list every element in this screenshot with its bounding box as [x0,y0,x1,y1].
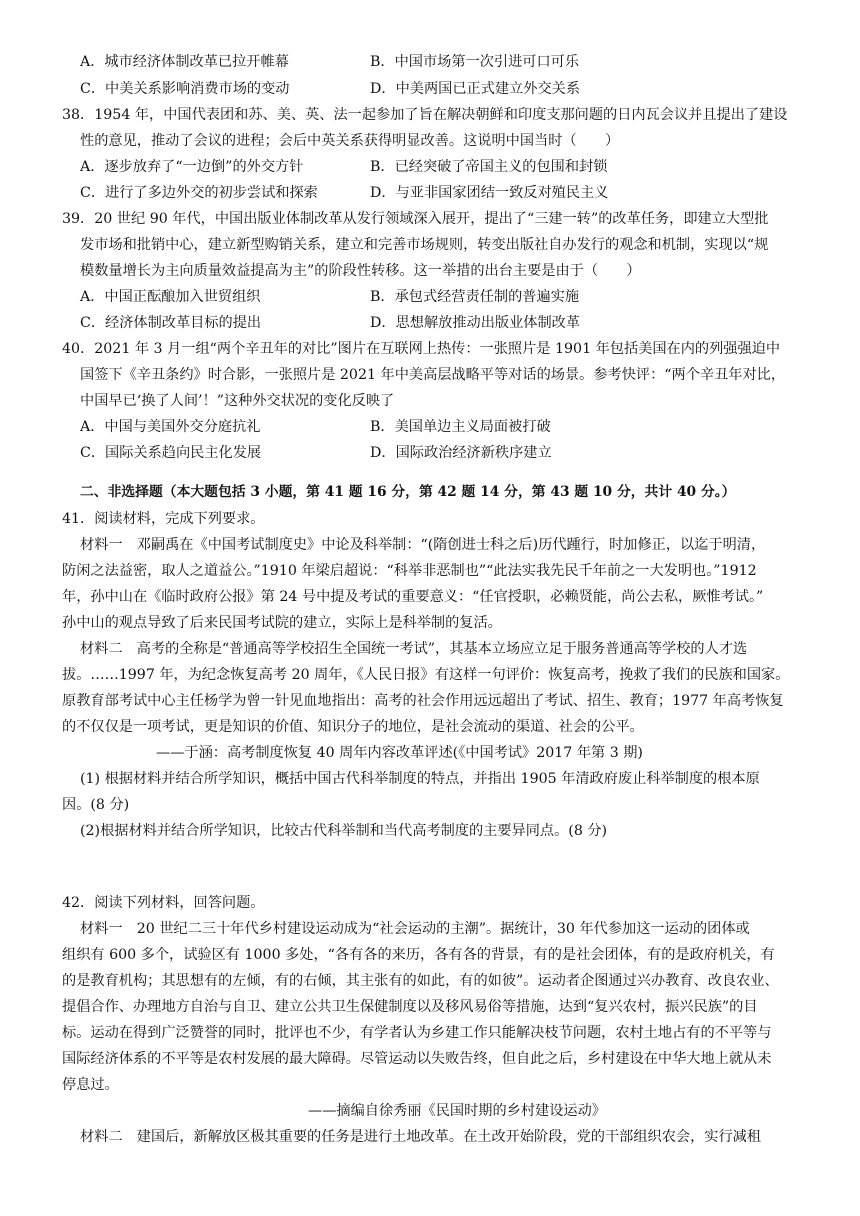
q39-option-d[interactable]: D．思想解放推动出版业体制改革 [370,315,581,331]
q38-stem-line1: 38．1954 年，中国代表团和苏、美、英、法一起参加了旨在解决朝鲜和印度支那问题的日内瓦会议并且提出了建设 [62,107,788,123]
q42-material1-line6: 国际经济体系的不平等是农村发展的最大障碍。尽管运动以失败告终，但自此之后，乡村建设在中华大地上就从未 [62,1051,772,1067]
q42-material1-line5: 标。运动在得到广泛赞誉的同时，批评也不少，有学者认为乡建工作只能解决枝节问题，农村土地占有的不平等与 [62,1025,772,1041]
q41-material2-line2: 拔。……1997 年，为纪念恢复高考 20 周年，《人民日报》有这样一句评价：恢复高考，挽救了我们的民族和国家。 [62,667,790,683]
q42-material1-line4: 提倡合作、办理地方自治与自卫、建立公共卫生保健制度以及移风易俗等措施，达到“复兴农村，振兴民族”的目 [62,999,758,1015]
q41-material1-line1: 材料一 邓嗣禹在《中国考试制度史》中论及科举制：“(隋创进士科之后)历代踵行，时加修正，以迄于明清， [80,537,766,553]
q37-option-c[interactable]: C．中美关系影响消费市场的变动 [80,81,290,97]
q42-material1-line1: 材料一 20 世纪二三十年代乡村建设运动成为“社会运动的主潮”。据统计，30 年代参加这一运动的团体或 [80,921,750,937]
q40-option-a[interactable]: A．中国与美国外交分庭抗礼 [80,419,261,435]
q42-material2-line1: 材料二 建国后，新解放区极其重要的任务是进行土地改革。在土改开始阶段，党的干部组织农会，实行减租 [80,1129,762,1145]
q37-option-d[interactable]: D．中美两国已正式建立外交关系 [370,81,581,97]
q42-material1-line3: 的是教育机构；其思想有的左倾，有的右倾，其主张有的如此，有的如彼”。运动者企图通过兴办教育、改良农业、 [62,973,779,989]
q41-material1-line4: 孙中山的观点导致了后来民国考试院的建立，实际上是科举制的复活。 [62,615,502,631]
q42-material1-line7: 停息过。 [62,1077,119,1093]
q42-source: ——摘编自徐秀丽《民国时期的乡村建设运动》 [308,1103,606,1119]
q40-option-d[interactable]: D．国际政治经济新秩序建立 [370,445,552,461]
q39-option-c[interactable]: C．经济体制改革目标的提出 [80,315,262,331]
q40-stem-line3: 中国早已‘换了人间’！”这种外交状况的变化反映了 [80,393,395,409]
q38-stem-line2: 性的意见，推动了会议的进程；会后中英关系获得明显改善。这说明中国当时（ ） [80,133,620,149]
q40-option-c[interactable]: C．国际关系趋向民主化发展 [80,445,262,461]
q41-material2-line4: 的不仅仅是一项考试，更是知识的价值、知识分子的地位，是社会流动的渠道、社会的公平。 [62,719,644,735]
q41-material1-line2: 防闲之法益密，取人之道益公。”1910 年梁启超说：“科举非恶制也”“此法实我先民千年前之一大发明也。”1912 [62,563,757,579]
q37-option-b[interactable]: B．中国市场第一次引进可口可乐 [370,54,580,70]
q39-stem-line2: 发市场和批销中心，建立新型购销关系，建立和完善市场规则，转变出版社自办发行的观念和机制，实现以“规 [80,237,769,253]
q41-requirement1-line2: 因。(8 分) [62,797,130,813]
q39-stem-line3: 模数量增长为主向质量效益提高为主”的阶段性转移。这一举措的出台主要是由于（ ） [80,263,641,279]
q38-option-a[interactable]: A．逐步放弃了“一边倒”的外交方针 [80,159,304,175]
q38-option-b[interactable]: B．已经突破了帝国主义的包围和封锁 [370,159,608,175]
q42-material1-line2: 组织有 600 多个，试验区有 1000 多处，“各有各的来历，各有各的背景，有的是社会团体，有的是政府机关，有 [62,947,775,963]
q41-requirement2: (2)根据材料并结合所学知识，比较古代科举制和当代高考制度的主要异同点。(8 分) [80,823,608,839]
q40-stem-line1: 40．2021 年 3 月一组“两个辛丑年的对比”图片在互联网上热传：一张照片是 1901 年包括美国在内的列强强迫中 [62,341,781,357]
q39-option-b[interactable]: B．承包式经营责任制的普遍实施 [370,289,580,305]
q41-source: ——于涵：高考制度恢复 40 周年内容改革评述(《中国考试》2017 年第 3 期) [156,745,643,761]
section2-heading: 二、非选择题（本大题包括 3 小题，第 41 题 16 分，第 42 题 14 分，第 43 题 10 分，共计 40 分。） [80,484,736,500]
q42-intro: 42．阅读下列材料，回答问题。 [62,895,265,911]
q41-intro: 41．阅读材料，完成下列要求。 [62,511,265,527]
q41-material1-line3: 年，孙中山在《临时政府公报》第 24 号中提及考试的重要意义：“任官授职，必赖贤能，尚公去私，厥惟考试。” [62,589,764,605]
q41-requirement1-line1: (1) 根据材料并结合所学知识，概括中国古代科举制度的特点，并指出 1905 年清政府废止科举制度的根本原 [80,771,760,787]
q41-material2-line1: 材料二 高考的全称是“普通高等学校招生全国统一考试”，其基本立场应立足于服务普通高等学校的人才选 [80,641,748,657]
q39-stem-line1: 39．20 世纪 90 年代，中国出版业体制改革从发行领域深入展开，提出了“三建一转”的改革任务，即建立大型批 [62,211,769,227]
q40-option-b[interactable]: B．美国单边主义局面被打破 [370,419,551,435]
q40-stem-line2: 国签下《辛丑条约》时合影，一张照片是 2021 年中美高层战略平等对话的场景。参考快评：“两个辛丑年对比， [80,367,786,383]
q38-option-c[interactable]: C．进行了多边外交的初步尝试和探索 [80,185,318,201]
q39-option-a[interactable]: A．中国正酝酿加入世贸组织 [80,289,261,305]
q37-option-a[interactable]: A．城市经济体制改革已拉开帷幕 [80,54,289,70]
q41-material2-line3: 原教育部考试中心主任杨学为曾一针见血地指出：高考的社会作用远远超出了考试、招生、教育；1977 年高考恢复 [62,693,784,709]
q38-option-d[interactable]: D．与亚非国家团结一致反对殖民主义 [370,185,609,201]
